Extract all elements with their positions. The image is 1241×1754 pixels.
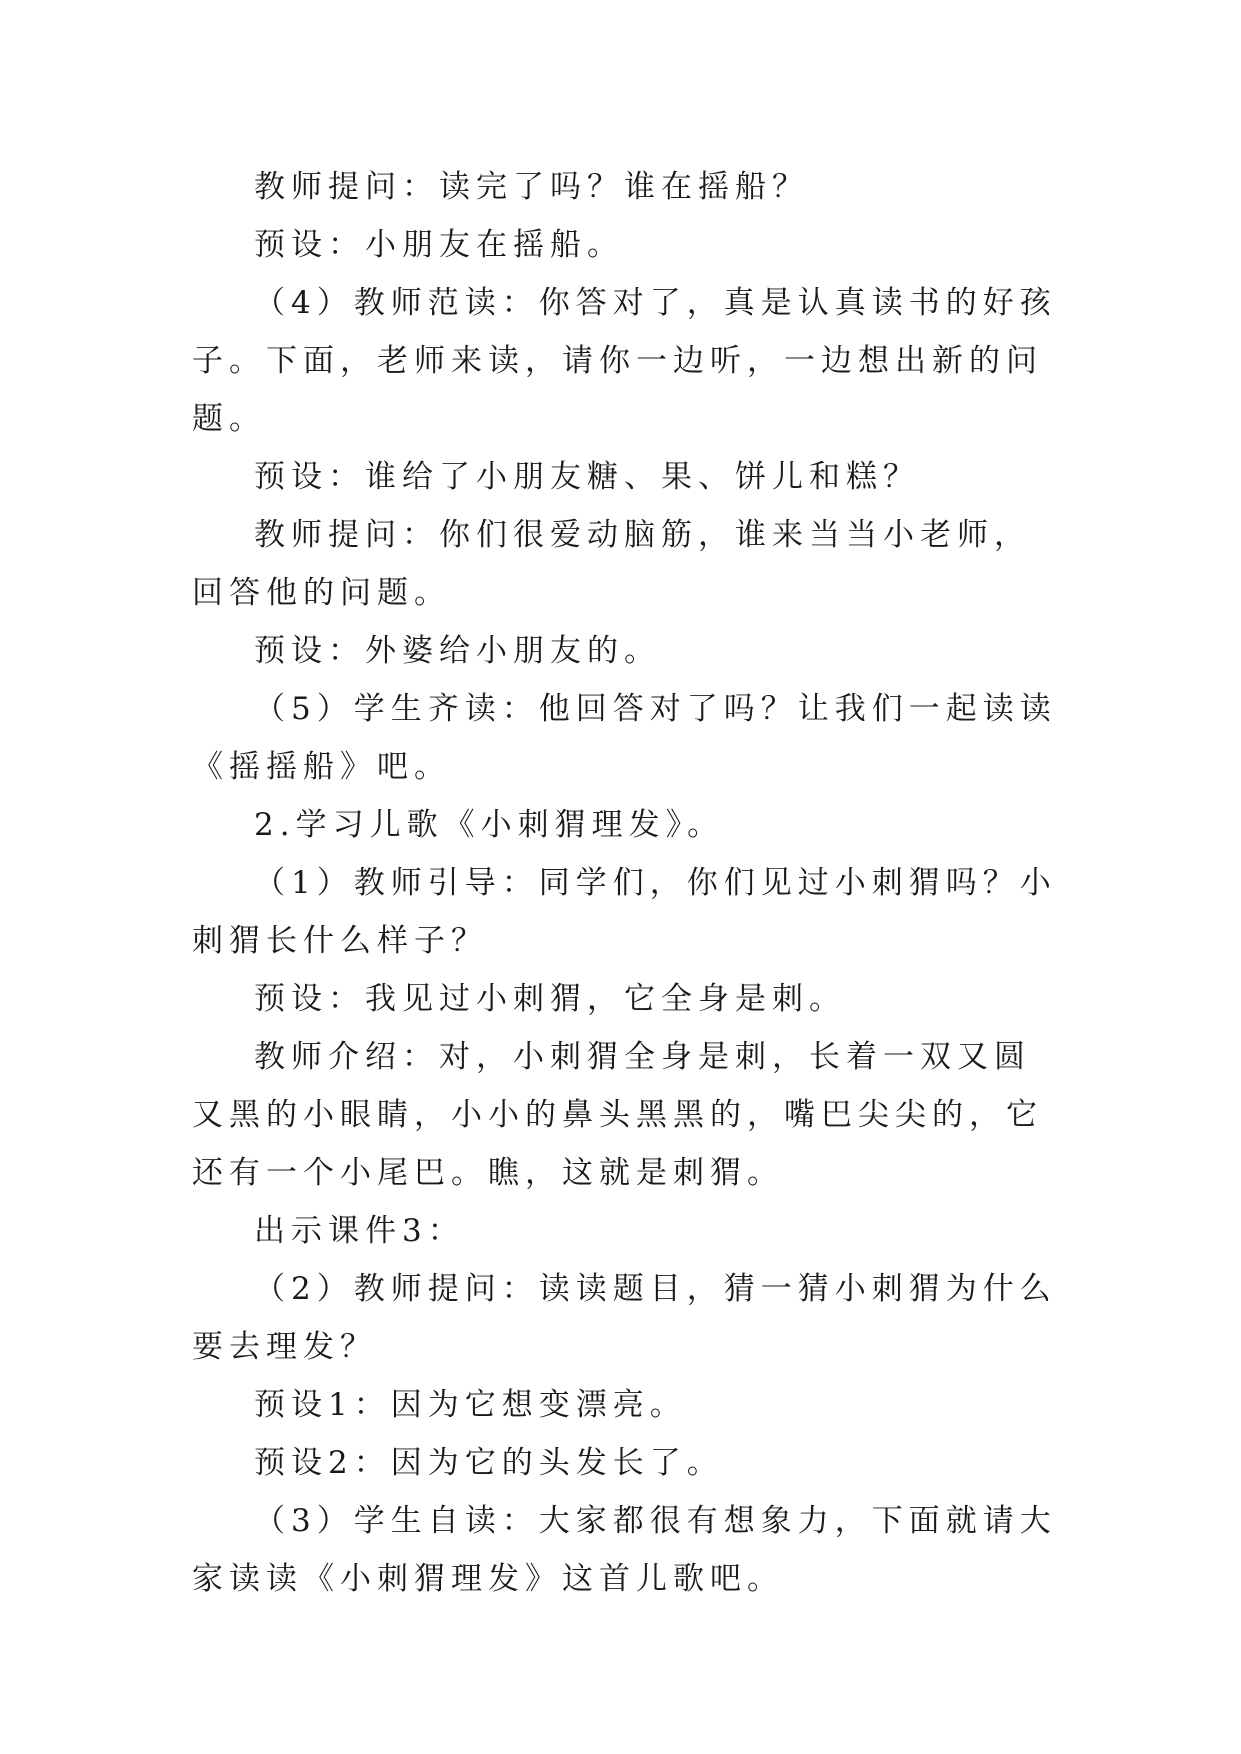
paragraph: 教师提问：读完了吗？谁在摇船？ [254, 169, 809, 205]
section-heading: 2.学习儿歌《小刺猬理发》。 [254, 807, 725, 843]
paragraph: 出示课件3： [254, 1213, 465, 1249]
paragraph: 预设：我见过小刺猬，它全身是刺。 [254, 981, 846, 1017]
paragraph: 预设：外婆给小朋友的。 [254, 633, 661, 669]
paragraph: （2）教师提问：读读题目，猜一猜小刺猬为什么要去理发？ [192, 1271, 1057, 1365]
paragraph: 教师提问：你们很爱动脑筋，谁来当当小老师，回答他的问题。 [192, 517, 1031, 611]
paragraph: 预设2：因为它的头发长了。 [254, 1445, 724, 1481]
paragraph: （4）教师范读：你答对了，真是认真读书的好孩子。下面，老师来读，请你一边听，一边想出新的问题。 [192, 285, 1057, 437]
paragraph: （1）教师引导：同学们，你们见过小刺猬吗？小刺猬长什么样子？ [192, 865, 1057, 959]
paragraph: 预设：谁给了小朋友糖、果、饼儿和糕？ [254, 459, 920, 495]
paragraph: 预设1：因为它想变漂亮。 [254, 1387, 687, 1423]
document-body [192, 158, 1062, 1608]
paragraph: （5）学生齐读：他回答对了吗？让我们一起读读《摇摇船》吧。 [192, 691, 1057, 785]
paragraph: 预设：小朋友在摇船。 [254, 227, 624, 263]
paragraph: （3）学生自读：大家都很有想象力，下面就请大家读读《小刺猬理发》这首儿歌吧。 [192, 1503, 1057, 1597]
paragraph: 教师介绍：对，小刺猬全身是刺，长着一双又圆又黑的小眼睛，小小的鼻头黑黑的，嘴巴尖尖的，它还有一个小尾巴。瞧，这就是刺猬。 [192, 1039, 1043, 1191]
